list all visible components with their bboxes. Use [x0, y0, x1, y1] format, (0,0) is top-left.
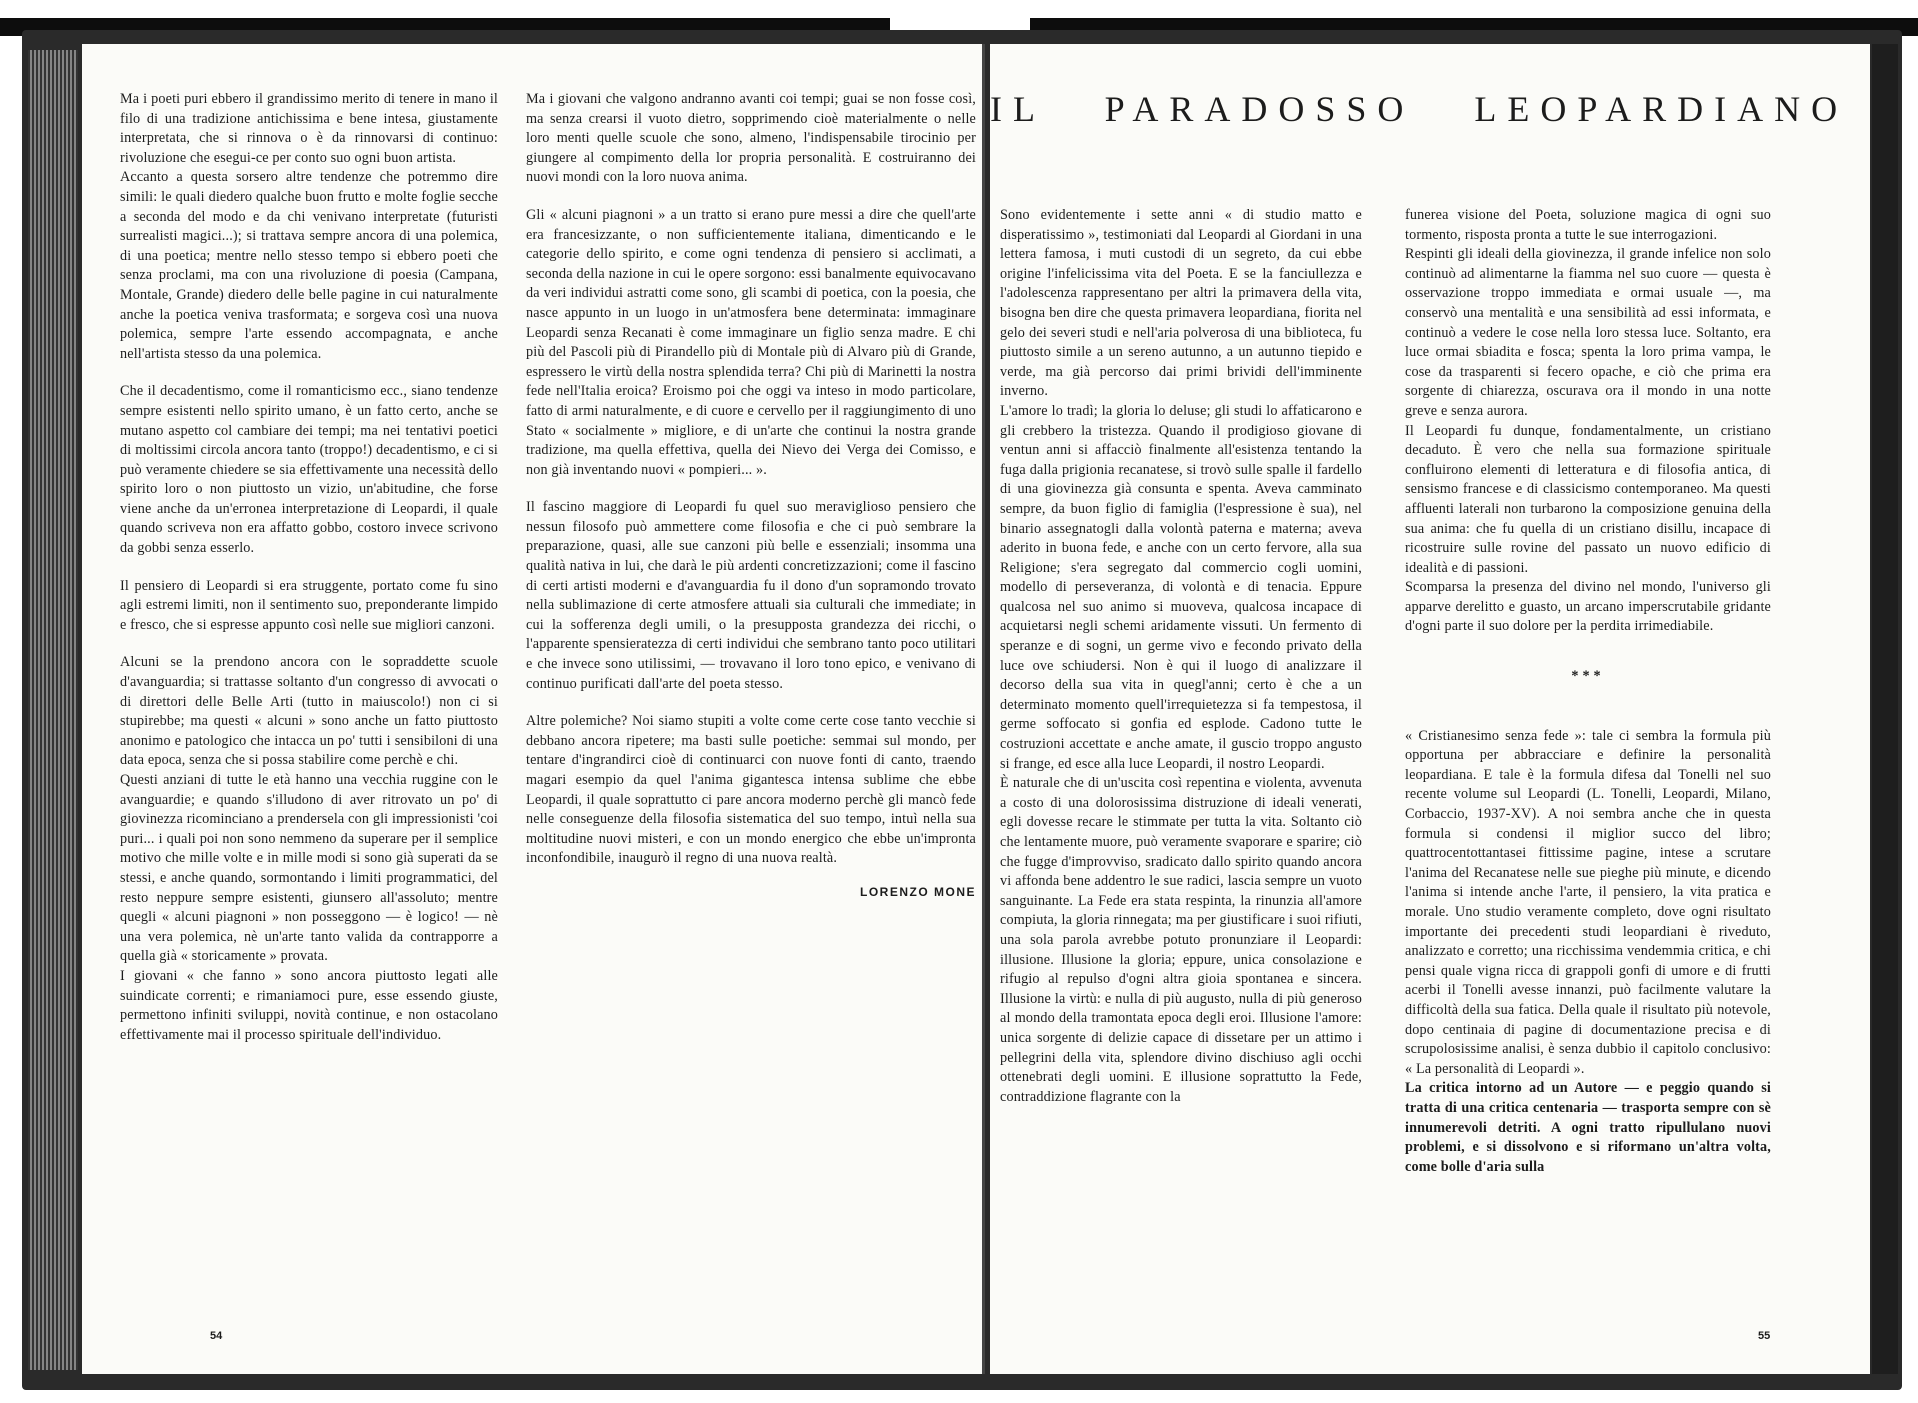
paragraph: Il pensiero di Leopardi si era struggente, portato come fu sino agli estremi limiti, non il sentimento suo, preponderante limpido e fresco, che si espresse appunto così nelle sue migliori canzoni. [120, 577, 498, 633]
paragraph: Che il decadentismo, come il romanticismo ecc., siano tendenze sempre esistenti nello spirito umano, è un fatto certo, anche se mutano aspetto col cambiare dei tempi; ma nei tentativi poetici di moltissimi circola ancora tanto (troppo!) decadentismo, e ci si può veramente chiedere se sia effettivamente una necessità dello spirito loro o non piuttosto un vizio, un'abitudine, che forse viene anche da un'erronea interpretazione di Leopardi, il quale quando scriveva non era affatto gobbo, costoro invece scrivono da gobbi senza esserlo. [120, 383, 498, 557]
paragraph: Scomparsa la presenza del divino nel mondo, l'universo gli apparve derelitto e guasto, un arcano imperscrutabile gridante d'ogni parte il suo dolore per la perdita irrimediabile. [1405, 579, 1771, 635]
paragraph: Ma i giovani che valgono andranno avanti coi tempi; guai se non fosse così, ma senza crearsi il vuoto dietro, sopprimendo cioè materialmente o nelle loro menti quelle scuole che sono, almeno, l'indispensabile tirocinio per giungere al compimento della lor propria personalità. E costruiranno dei nuovi mondi con la loro nuova anima. [526, 91, 976, 186]
column-1 [120, 90, 498, 1045]
paragraph: Il fascino maggiore di Leopardi fu quel suo meraviglioso pensiero che nessun filosofo può ammettere come filosofia e che ci può sembrare la preparazione, quasi, alle sue canzoni più belle e essenziali; insomma una qualità nativa in lui, che darà le più ardenti concretizzazioni; come il fascino di certi artisti moderni e d'avanguardia fu il dono d'un sopramondo trovato nella sublimazione di certe atmosfere attuali sia culturali che immediate; in cui la sofferenza degli umili, o la presupposta grandezza dei ricchi, o l'apparente spensieratezza di certi individui che sembrano tanto poco utilitari e che invece sono utilissimi, — trovavano il loro tono epico, e venivano di continuo purificati dall'arte del poeta stesso. [526, 499, 976, 692]
paragraph: Il Leopardi fu dunque, fondamentalmente, un cristiano decaduto. È vero che nella sua formazione spirituale confluirono elementi di letteratura e di filosofia antica, di sensismo francese e di classicismo contemporaneo. Ma questi affluenti laterali non turbarono la composizione genuina della sua anima: che fu quella di un cristiano disillu, incapace di ricostruire sulle rovine del passato un nuovo edificio di idealità e di passioni. [1405, 422, 1771, 576]
paragraph: funerea visione del Poeta, soluzione magica di ogni suo tormento, risposta pronta a tutte le sue interrogazioni. [1405, 207, 1771, 243]
paragraph: L'amore lo tradì; la gloria lo deluse; gli studi lo affaticarono e gli crebbero la tristezza. Quando il prodigioso giovane di ventun anni si affacciò finalmente all'esistenza tentando la fuga dalla prigionia recanatese, si trovò sulle spalle il fardello di una giovinezza già consunta e spenta. Aveva camminato sempre, da buon figlio di famiglia (l'espressione è sua), nel binario assegnatogli dalla volontà paterna e materna; aveva aderito in buona fede, e anche con un certo fervore, alla sua Religione; s'era segregato dal commercio cogli uomini, modello di perseveranza, di volontà e di tenacia. Eppure qualcosa nel suo animo si muoveva, qualcosa incapace di acquietarsi negli schemi aridamente vissuti. Un fermento di speranze e di sogni, un germe vivo e fecondo privato della luce ove schiudersi. Non è qui il luogo di analizzare il decorso della sua vita in quegl'anni; certo è che a un determinato momento quell'irrequietezza si fa tempestosa, il germe soffocato si gonfia ed esplode. Cadono tutte le costruzioni accettate e anche amate, il guscio troppo angusto si frange, ed esce alla luce Leopardi, il nostro Leopardi. [1000, 402, 1362, 772]
column-3 [1000, 206, 1362, 1107]
right-cover-edge [1872, 44, 1898, 1374]
section-separator: *** [1571, 668, 1605, 685]
column-2 [526, 90, 976, 903]
page-edges [28, 50, 78, 1370]
paragraph: Gli « alcuni piagnoni » a un tratto si erano pure messi a dire che quell'arte era francesizzante, o non sufficientemente italiana, dimenticando e le categorie dello spirito, e come ogni tendenza di pensiero si acclimati, a seconda della nazione in cui le opere sorgono: essi banalmente equivocavano da veri individui astratti come sono, gli scambi di poetica, con la poesia, che nasce appunto in un luogo in un'atmosfera bene determinata: immaginare Leopardi senza Recanati è come immaginare un figlio senza madre. E chi più del Pascoli più di Pirandello più di Montale più di Alvaro più di Grande, espressero le virtù della nostra splendida terra? Chi più di Marinetti la nostra fede nell'Italia eroica? Eroismo poi che oggi va inteso in modo particolare, fatto di armi naturalmente, e di cuore e cervello per il raggiungimento di uno Stato « socialmente » migliore, e di un'arte che continui la nostra grande tradizione, ma quella effettiva, quella dei Nievo dei Verga dei Comisso, e non già inventando nuovi « pompieri... ». [526, 206, 976, 478]
paragraph: Accanto a questa sorsero altre tendenze che potremmo dire simili: le quali diedero qualche buon frutto e molte foglie secche a seconda del modo e da chi venivano interpretate (futuristi surrealisti magici...); si trattava sempre ancora di una polemica, di una poetica; mentre nello stesso tempo si ebbero poeti che senza proclami, ma con una rivoluzione di poesia (Campana, Montale, Grande) diedero delle belle pagine in cui naturalmente anche la poetica veniva trasformata; e sorgeva così una nuova polemica, sempre l'arte essendo accompagnata, e anche nell'artista stesso da una polemica. [120, 169, 498, 362]
paragraph: Altre polemiche? Noi siamo stupiti a volte come certe cose tanto vecchie si debbano ancora ripetere; ma basti sulle poetiche: semmai sul mondo, per tentare d'ingrandirci cioè di continuarci con nuove fonti di canto, traendo magari esempio da quel l'anima gigantesca intensa sublime che ebbe Leopardi, il quale soprattutto ci pare ancora moderno perchè gli mancò fede nelle conseguenze della filosofia sistematica del suo tempo, intuì nella sua moltitudine nuovi misteri, e con un mondo energico che ebbe un'impronta inconfondibile, inaugurò il regno di una nuova realtà. [526, 713, 976, 867]
paragraph: I giovani « che fanno » sono ancora piuttosto legati alle suindicate correnti; e rimaniamoci pure, esse essendo giuste, permettono infiniti sviluppi, novità continue, e non ostacolano effettivamente mai il processo spirituale dell'individuo. [120, 967, 498, 1043]
title-word: LEOPARDIANO [1474, 89, 1849, 129]
article-title [990, 88, 1870, 130]
page-number-right: 55 [1758, 1330, 1771, 1342]
title-word: PARADOSSO [1104, 89, 1415, 129]
paragraph: Respinti gli ideali della giovinezza, il grande infelice non solo continuò ad alimentarne la fiamma nel suo cuore — questa è osservazione troppo immediata e ormai usuale —, ma conservò una mentalità e una sensibilità ad essi informata, e continuò a vedere le cose nella loro stessa luce. Soltanto, era luce ormai sbiadita e fosca; spenta la loro prima vampa, le cose da trasparenti si fecero opache, e ciò che prima era sorgente di chiarezza, oscurava ora il mondo in una notte greve e senza aurora. [1405, 246, 1771, 419]
paragraph: Sono evidentemente i sette anni « di studio matto e disperatissimo », testimoniati dal Leopardi al Giordani in una lettera famosa, i muti custodi di un segreto, da cui ebbe origine l'infelicissima vita del Poeta. E se la fanciullezza e l'adolescenza rappresentano per altri la primavera della vita, bisogna ben dire che questa primavera leopardiana, fiorita nel gelo dei severi studi e nell'aria polverosa di una biblioteca, fu piuttosto simile a un sereno autunno, a un autunno tiepido e verde, ma già percorso dai primi brividi dell'imminente inverno. [1000, 207, 1362, 400]
author-signature: LORENZO MONE [860, 884, 976, 899]
paragraph: « Cristianesimo senza fede »: tale ci sembra la formula più opportuna per abbracciare e definire la personalità leopardiana. E tale è la formula difesa dal Tonelli nel suo recente volume sul Leopardi (L. Tonelli, Leopardi, Milano, Corbaccio, 1937-XV). A noi sembra anche che in questa formula si condensi il miglior succo del libro; quattrocentottantasei fittissime pagine, intese a scrutare l'anima del Recanatese nelle sue pieghe più minute, e dicendo l'anima si intende anche l'arte, il pensiero, la vita pratica e morale. Uno studio veramente completo, dove ogni risultato importante dei precedenti studi leopardiani è riveduto, analizzato e corretto; una ricchissima vendemmia critica, e chi pensi quale vigna ricca di grappoli gonfi di umore e di frutti acerbi il Tonelli avesse innanzi, può facilmente valutare la difficoltà della sua fatica. Della quale il risultato più notevole, dopo centinaia di pagine di documentazione precisa e di scrupolosissime analisi, è senza dubbio il capitolo conclusivo: « La personalità di Leopardi ». [1405, 727, 1771, 1077]
page-number-left: 54 [210, 1330, 223, 1342]
paragraph: Ma i poeti puri ebbero il grandissimo merito di tenere in mano il filo di una tradizione antichissima e bene intesa, giustamente interpretata, che si rinnova o è da rinnovarsi di continuo: rivoluzione che esegui-ce per conto suo ogni buon artista. [120, 91, 498, 166]
paragraph: Questi anziani di tutte le età hanno una vecchia ruggine con le avanguardie; e quando s'illudono di aver ritrovato un po' di giovinezza ricominciano a prendersela con gli impressionisti 'coi puri... i quali poi non sono nemmeno da superare per il semplice motivo che mille volte e in mille modi si sono già superati da se stessi, e anche quando, sormontando i limiti programmatici, del resto neppure sempre esistenti, giunsero all'assoluto; mentre quegli « alcuni piagnoni » non posseggono — è logico! — nè una vera polemica, nè un'arte tanto valida da contrapporre a quella già « storicamente » provata. [120, 772, 498, 965]
paragraph: Alcuni se la prendono ancora con le sopraddette scuole d'avanguardia; si trattasse soltanto d'un congresso di avvocati o di direttori delle Belle Arti (tutto in maiuscolo!) non ci si stupirebbe; ma questi « alcuni » sono anche un fatto piuttosto anonimo e patologico che intacca un po' tutti i sensibiloni di una data epoca, senza che si possa stabilire come perchè e chi. [120, 654, 498, 769]
paragraph: La critica intorno ad un Autore — e peggio quando si tratta di una critica centenaria — trasporta sempre con sè innumerevoli detriti. A ogni tratto ripullulano nuovi problemi, e si dissolvono e si riformano un'altra volta, come bolle d'aria sulla [1405, 1080, 1771, 1175]
paragraph: È naturale che di un'uscita così repentina e violenta, avvenuta a costo di una dolorosissima distruzione di ideali venerati, egli dovesse recare le stimmate per tutta la vita. Soltanto ciò che lentamente muore, può veramente svaporare e sparire; ciò che fugge d'improvviso, sradicato dallo spirito quando ancora vi affonda bene addentro le sue radici, lascia sempre un vuoto sanguinante. La Fede era stata respinta, la rinunzia all'amore compiuta, la gloria rinnegata; ma per giustificare i suoi rifiuti, una sola parola avrebbe potuto pronunziare il Leopardi: illusione. Illusione la gloria; eppure, unica consolazione e rifugio al repulso d'ogni altra gioia spontanea e sincera. Illusione la virtù: e nulla di più augusto, nulla di più generoso al mondo della tramontata epoca degli eroi. Illusione l'amore: unica sorgente di delizie capace di dissetare per un attimo i pellegrini della vita, splendore divino dischiuso agli occhi ottenebrati degli uomini. E illusione soprattutto la Fede, contraddizione flagrante con la [1000, 775, 1362, 1105]
column-4 [1405, 206, 1771, 1177]
title-word: IL [990, 89, 1045, 129]
